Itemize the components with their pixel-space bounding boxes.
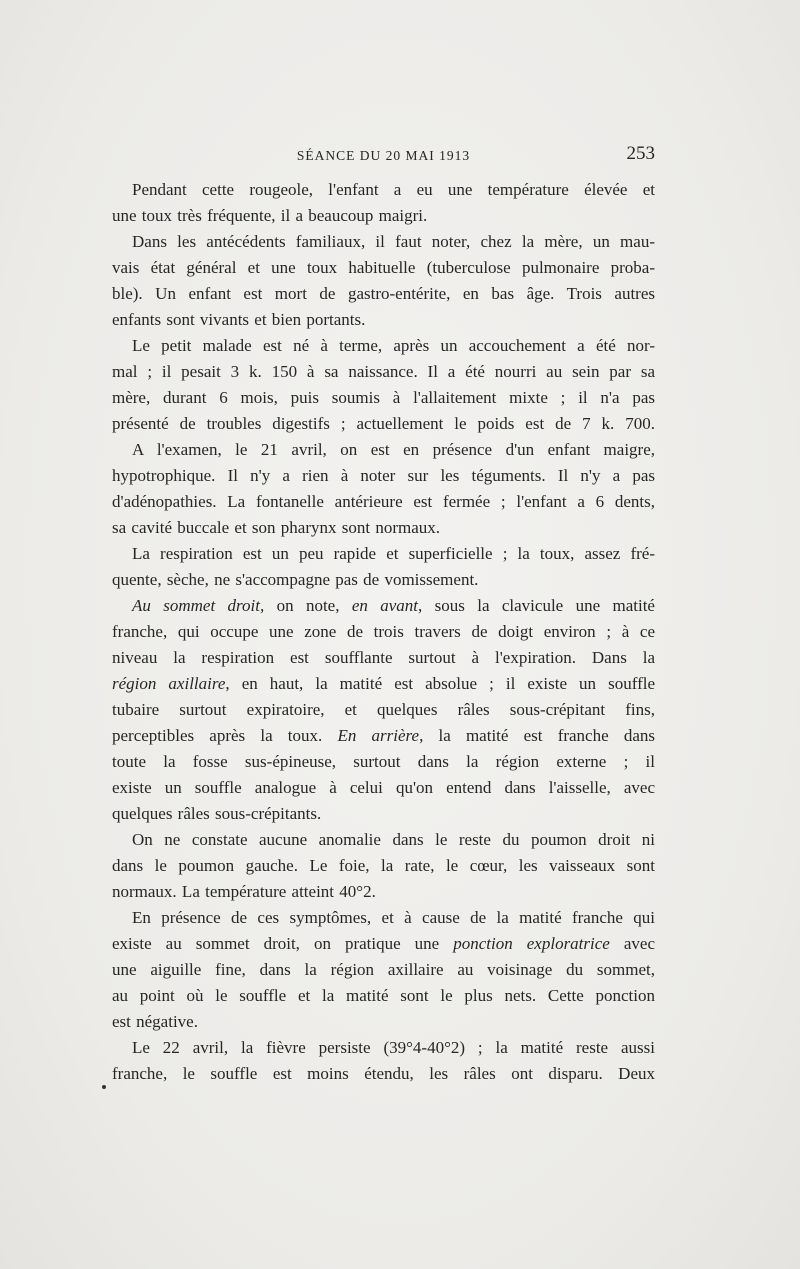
text-line: [112, 879, 655, 905]
text-line: [112, 853, 655, 879]
text-run: normaux. La température atteint 40°2.: [112, 882, 376, 901]
text-line: [112, 775, 655, 801]
text-run: au point où le souffle et la matité sont le plus nets. Cette ponction: [112, 986, 655, 1005]
text-run: dans le poumon gauche. Le foie, la rate, le cœur, les vaisseaux sont: [112, 856, 655, 875]
text-run: une aiguille fine, dans la région axillaire au voisinage du sommet,: [112, 960, 655, 979]
text-run: , sous la clavicule une matité: [418, 596, 655, 615]
text-line: [112, 515, 655, 541]
text-line: [112, 801, 655, 827]
text-run: on note,: [264, 596, 352, 615]
text-line: [112, 255, 655, 281]
text-run: vais état général et une toux habituelle (tuberculose pulmonaire proba-: [112, 258, 655, 277]
text-run: quelques râles sous-crépitants.: [112, 804, 322, 823]
text-line: [112, 203, 655, 229]
text-line: [112, 177, 655, 203]
text-run: ble). Un enfant est mort de gastro-entérite, en bas âge. Trois autres: [112, 284, 655, 303]
text-line: [112, 827, 655, 853]
text-line: [112, 619, 655, 645]
text-run: niveau la respiration est soufflante surtout à l'expiration. Dans la: [112, 648, 655, 667]
text-run: , en haut, la matité est absolue ; il existe un souffle: [225, 674, 655, 693]
text-line: [112, 593, 655, 619]
text-line: [112, 229, 655, 255]
italic-text: en avant: [351, 596, 419, 615]
text-run: existe au sommet droit, on pratique une: [112, 934, 454, 953]
text-run: sa cavité buccale et son pharynx sont normaux.: [112, 518, 441, 537]
text-line: [112, 1035, 655, 1061]
text-line: [112, 385, 655, 411]
text-line: [112, 567, 655, 593]
text-run: hypotrophique. Il n'y a rien à noter sur les téguments. Il n'y a pas: [112, 466, 655, 485]
text-line: [112, 697, 655, 723]
text-run: perceptibles après la toux.: [112, 726, 338, 745]
running-head: [112, 143, 655, 169]
text-line: [112, 489, 655, 515]
text-run: enfants sont vivants et bien portants.: [112, 310, 366, 329]
text-run: Le petit malade est né à terme, après un accouchement a été nor-: [132, 336, 655, 355]
text-run: quente, sèche, ne s'accompagne pas de vomissement.: [112, 570, 479, 589]
italic-text: Au sommet droit,: [132, 596, 265, 615]
text-line: [112, 307, 655, 333]
text-line: [112, 1009, 655, 1035]
text-run: franche, qui occupe une zone de trois travers de doigt environ ; à ce: [112, 622, 655, 641]
text-line: [112, 463, 655, 489]
scan-speck: [102, 1085, 106, 1089]
text-run: Le 22 avril, la fièvre persiste (39°4-40°2) ; la matité reste aussi: [132, 1038, 655, 1057]
text-run: En présence de ces symptômes, et à cause de la matité franche qui: [132, 908, 655, 927]
text-line: [112, 905, 655, 931]
text-run: A l'examen, le 21 avril, on est en présence d'un enfant maigre,: [132, 440, 655, 459]
text-run: Dans les antécédents familiaux, il faut noter, chez la mère, un mau-: [132, 232, 655, 251]
running-head-title: SÉANCE DU 20 MAI 1913: [296, 148, 471, 163]
text-run: avec: [609, 934, 655, 953]
text-run: tubaire surtout expiratoire, et quelques râles sous-crépitant fins,: [112, 700, 655, 719]
text-line: [112, 281, 655, 307]
text-line: [112, 411, 655, 437]
text-line: [112, 957, 655, 983]
text-line: [112, 437, 655, 463]
text-run: d'adénopathies. La fontanelle antérieure est fermée ; l'enfant a 6 dents,: [112, 492, 655, 511]
text-line: [112, 541, 655, 567]
text-run: , la matité est franche dans: [419, 726, 655, 745]
text-line: [112, 931, 655, 957]
text-line: [112, 749, 655, 775]
text-line: [112, 333, 655, 359]
text-run: Pendant cette rougeole, l'enfant a eu une température élevée et: [132, 180, 655, 199]
text-run: toute la fosse sus-épineuse, surtout dans la région externe ; il: [112, 752, 655, 771]
text-run: franche, le souffle est moins étendu, les râles ont disparu. Deux: [112, 1064, 655, 1083]
text-line: [112, 983, 655, 1009]
text-run: existe un souffle analogue à celui qu'on entend dans l'aisselle, avec: [112, 778, 655, 797]
text-run: On ne constate aucune anomalie dans le reste du poumon droit ni: [132, 830, 655, 849]
text-line: [112, 359, 655, 385]
text-run: présenté de troubles digestifs ; actuellement le poids est de 7 k. 700.: [112, 414, 655, 433]
text-run: mal ; il pesait 3 k. 150 à sa naissance. Il a été nourri au sein par sa: [112, 362, 655, 381]
italic-text: En arrière: [337, 726, 420, 745]
text-line: [112, 1061, 655, 1087]
text-line: [112, 723, 655, 749]
italic-text: région axillaire: [112, 674, 226, 693]
text-run: une toux très fréquente, il a beaucoup maigri.: [112, 206, 428, 225]
text-run: La respiration est un peu rapide et superficielle ; la toux, assez fré-: [132, 544, 655, 563]
italic-text: ponction exploratrice: [453, 934, 610, 953]
text-run: mère, durant 6 mois, puis soumis à l'allaitement mixte ; il n'a pas: [112, 388, 655, 407]
text-run: est négative.: [112, 1012, 198, 1031]
text-line: [112, 645, 655, 671]
page-number: 253: [626, 143, 655, 164]
text-line: [112, 671, 655, 697]
